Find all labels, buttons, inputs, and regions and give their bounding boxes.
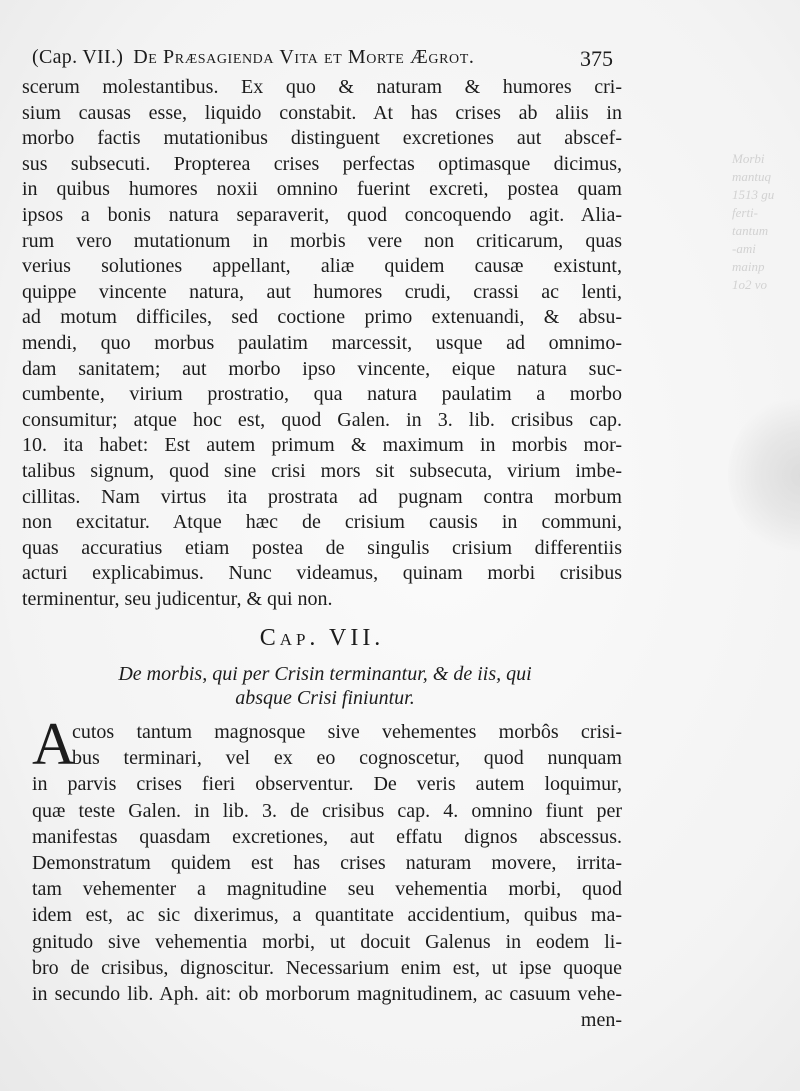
- text-line: 10. ita habet: Est autem primum & maximum in morbis mor-: [22, 434, 622, 457]
- text-line: cillitas. Nam virtus ita prostrata ad pugnam contra morbum: [22, 485, 622, 508]
- bleed-line: ferti-: [732, 205, 758, 220]
- subtitle-line: absque Crisi finiuntur.: [235, 687, 415, 709]
- bleed-line: Morbi: [732, 151, 765, 166]
- text-line: sium causas esse, liquido constabit. At has crises ab aliis in: [22, 101, 622, 124]
- paragraph-1: [22, 75, 622, 612]
- catchword: men-: [580, 1009, 622, 1032]
- chapter-heading: Cap. VII.: [259, 625, 385, 651]
- bleed-line: -ami: [732, 241, 756, 256]
- text-line: tam vehementer a magnitudine seu vehementia morbi, quod: [32, 878, 622, 901]
- drop-capital: A: [32, 711, 76, 777]
- bleed-line: tantum: [732, 223, 769, 238]
- text-line: in parvis crises fieri observentur. De veris autem loquimur,: [32, 773, 622, 796]
- text-line: in secundo lib. Aph. ait: ob morborum magnitudinem, ac casuum vehe-: [32, 983, 622, 1006]
- bleed-line: 1o2 vo: [732, 277, 768, 292]
- text-line: gnitudo sive vehementia morbi, ut docuit Galenus in eodem li-: [32, 930, 622, 953]
- chapter-subtitle: [40, 662, 610, 710]
- text-line: cumbente, virium prostratio, qua natura paulatim a morbo: [22, 383, 622, 406]
- text-line: idem est, ac sic dixerimus, a quantitate accidentium, quibus ma-: [32, 904, 622, 927]
- bleed-line: mantuq: [732, 169, 771, 184]
- text-line: mendi, quo morbus paulatim marcessit, usque ad omnimo-: [22, 331, 622, 354]
- text-line: ipsos a bonis natura separaverit, quod concoquendo agit. Alia-: [22, 203, 622, 226]
- text-line: scerum molestantibus. Ex quo & naturam & humores cri-: [22, 76, 622, 98]
- text-line: Demonstratum quidem est has crises naturam movere, irrita-: [32, 852, 622, 875]
- text-line: in quibus humores noxii omnino fuerint excreti, postea quam: [22, 178, 622, 201]
- text-line: cutos tantum magnosque sive vehementes morbôs crisi-: [72, 721, 622, 743]
- text-line: quæ teste Galen. in lib. 3. de crisibus cap. 4. omnino fiunt per: [32, 799, 622, 822]
- text-line: acturi explicabimus. Nunc videamus, quinam morbi crisibus: [22, 562, 622, 585]
- header-chapter: (Cap. VII.): [32, 46, 124, 68]
- header-title: De Præsagienda Vita et Morte Ægrot.: [133, 46, 475, 68]
- text-line: quippe vincente natura, aut humores crudi, crassi ac lenti,: [22, 280, 622, 303]
- text-line: bus terminari, vel ex eo cognoscetur, quod nunquam: [72, 747, 622, 770]
- text-line: rum vero mutationum in morbis vere non criticarum, quas: [22, 229, 622, 252]
- text-line: sus subsecuti. Propterea crises perfectas optimasque dicimus,: [22, 152, 622, 175]
- text-line: manifestas quasdam excretiones, aut effatu dignos abscessus.: [32, 825, 622, 848]
- library-stamp-bleed: [728, 395, 800, 555]
- text-line: verius solutiones appellant, aliæ quidem causæ existunt,: [22, 255, 622, 278]
- text-line: ad motum difficiles, sed coctione primo extenuandi, & absu-: [22, 306, 622, 329]
- text-line: talibus signum, quod sine crisi mors sit subsecuta, virium imbe-: [22, 459, 622, 482]
- text-line: terminentur, seu judicentur, & qui non.: [22, 587, 333, 610]
- text-line: non excitatur. Atque hæc de crisium causis in communi,: [22, 511, 622, 534]
- text-line: dam sanitatem; aut morbo ipso vincente, eique natura suc-: [22, 357, 622, 380]
- bleed-through-text: [732, 150, 792, 294]
- subtitle-line: De morbis, qui per Crisin terminantur, & de iis, qui: [118, 663, 532, 685]
- page-number: 375: [580, 46, 613, 71]
- bleed-line: mainp: [732, 259, 765, 274]
- text-line: consumitur; atque hoc est, quod Galen. in 3. lib. crisibus cap.: [22, 408, 622, 431]
- text-line: quas accuratius etiam postea de singulis crisium differentiis: [22, 536, 622, 559]
- running-header: [32, 46, 627, 69]
- text-line: morbo factis mutationibus distinguent excretiones aut abscef-: [22, 127, 622, 150]
- text-line: bro de crisibus, dignoscitur. Necessarium enim est, ut ipse quoque: [32, 956, 622, 979]
- bleed-line: 1513 gu: [732, 187, 775, 202]
- paragraph-2: [32, 719, 622, 1033]
